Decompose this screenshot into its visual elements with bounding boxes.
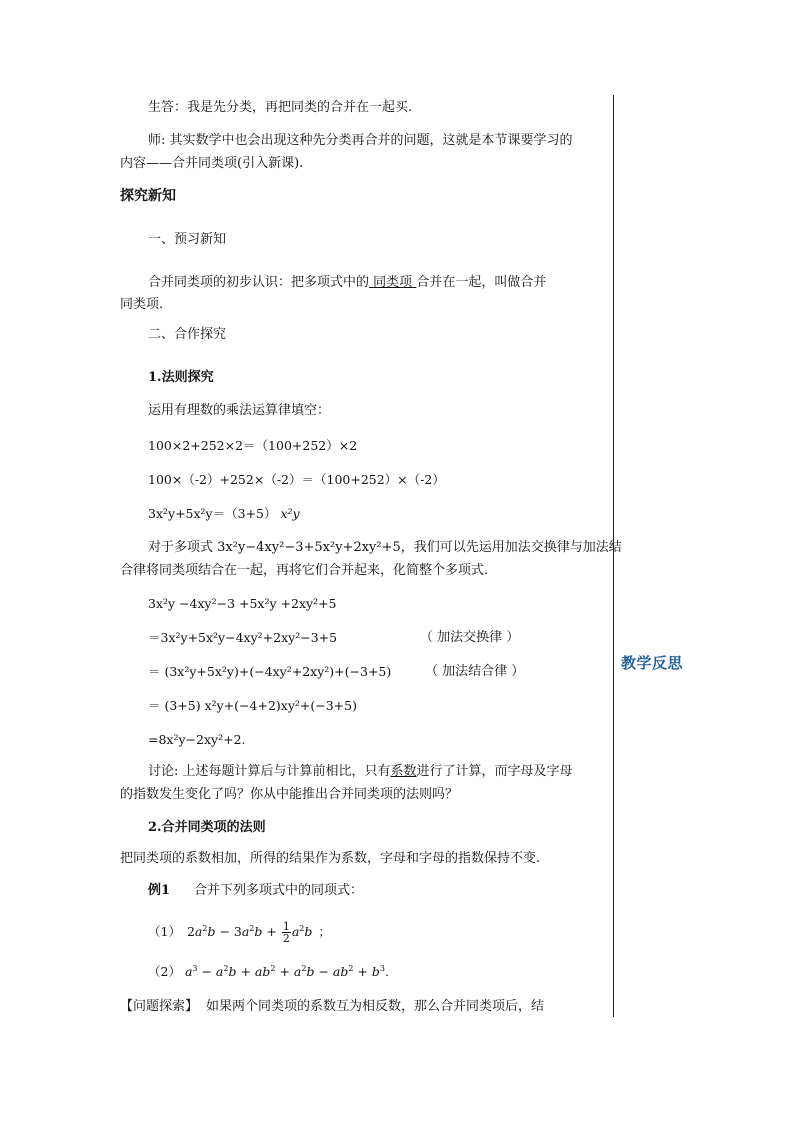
- preview-line1-suffix: 合并在一起，叫做合并: [416, 275, 547, 290]
- discussion-blank: 系数: [390, 764, 417, 779]
- fraction-one-half: $\frac{1}{2}$: [282, 920, 290, 945]
- preview-line-1: [148, 275, 546, 291]
- example-question-1: （1） $2a^2b - 3a^2b$ + $\frac{1}{2}$ $a^2b$ ；: [148, 920, 331, 945]
- polynomial-expression: 3x²y −4xy²−3 +5x²y +2xy²+5: [148, 596, 337, 611]
- step-1-reason: （ 加法交换律 ）: [420, 630, 520, 645]
- rule-explore-heading: 1.法则探究: [148, 370, 214, 385]
- step-3: ＝ (3+5) x²y+(−4+2)xy²+(−3+5): [148, 698, 357, 713]
- equation-3: 3x²y+5x²y＝（3+5） x²y: [148, 506, 300, 521]
- teaching-reflection-title: 教学反思: [621, 654, 684, 672]
- student-answer: 生答：我是先分类，再把同类的合并在一起买.: [148, 100, 413, 115]
- problem-text: 如果两个同类项的系数互为相反数，那么合并同类项后，结: [206, 999, 545, 1014]
- equation-2: 100×（-2）+252×（-2）＝（100+252）×（-2）: [148, 472, 445, 487]
- polynomial-paragraph-line-1: 对于多项式 3x²y−4xy²−3+5x²y+2xy²+5，我们可以先运用加法交换律与加法结: [148, 540, 622, 555]
- teacher-line-2: 内容——合并同类项(引入新课).: [120, 156, 304, 171]
- cooperate-heading: 二、合作探究: [148, 327, 227, 342]
- example-1: [148, 883, 363, 899]
- section-title: 探究新知: [120, 188, 176, 204]
- rule-explore-prompt: 运用有理数的乘法运算律填空：: [148, 403, 331, 418]
- preview-heading: 一、预习新知: [148, 232, 227, 247]
- step-2-reason: （ 加法结合律 ）: [425, 664, 525, 679]
- discussion-line-1: 讨论: 上述每题计算后与计算前相比，只有系数进行了计算，而字母及字母: [148, 764, 573, 779]
- problem-tag: 【问题探索】: [120, 999, 199, 1014]
- preview-line-2: 同类项.: [120, 297, 164, 312]
- equation-1: 100×2+252×2＝（100+252）×2: [148, 438, 358, 453]
- step-2: ＝ (3x²y+5x²y)+(−4xy²+2xy²)+(−3+5): [148, 664, 392, 679]
- discussion-line-2: 的指数发生变化了吗？你从中能推出合并同类项的法则吗？: [120, 787, 459, 802]
- example-prompt: 合并下列多项式中的同项式：: [194, 883, 364, 898]
- preview-line1-prefix: 合并同类项的初步认识：把多项式中的: [148, 275, 370, 290]
- step-1: ＝3x²y+5x²y−4xy²+2xy²−3+5: [148, 630, 338, 645]
- problem-exploration: [120, 999, 544, 1015]
- merge-rule-text: 把同类项的系数相加，所得的结果作为系数，字母和字母的指数保持不变.: [120, 851, 541, 866]
- preview-blank: 同类项: [373, 275, 413, 290]
- example-label: 例1: [148, 883, 171, 898]
- step-4: =8x²y−2xy²+2.: [148, 732, 246, 747]
- example-question-2: （2） $a^3 - a^2b + ab^2 + a^2b - ab^2 + b^3$.: [148, 963, 389, 979]
- polynomial-paragraph-line-2: 合律将同类项结合在一起，再将它们合并起来，化简整个多项式.: [120, 563, 489, 578]
- merge-rule-heading: 2.合并同类项的法则: [148, 820, 266, 835]
- teacher-line-1: 师: 其实数学中也会出现这种先分类再合并的问题，这就是本节课要学习的: [148, 133, 573, 148]
- column-divider: [613, 95, 614, 1017]
